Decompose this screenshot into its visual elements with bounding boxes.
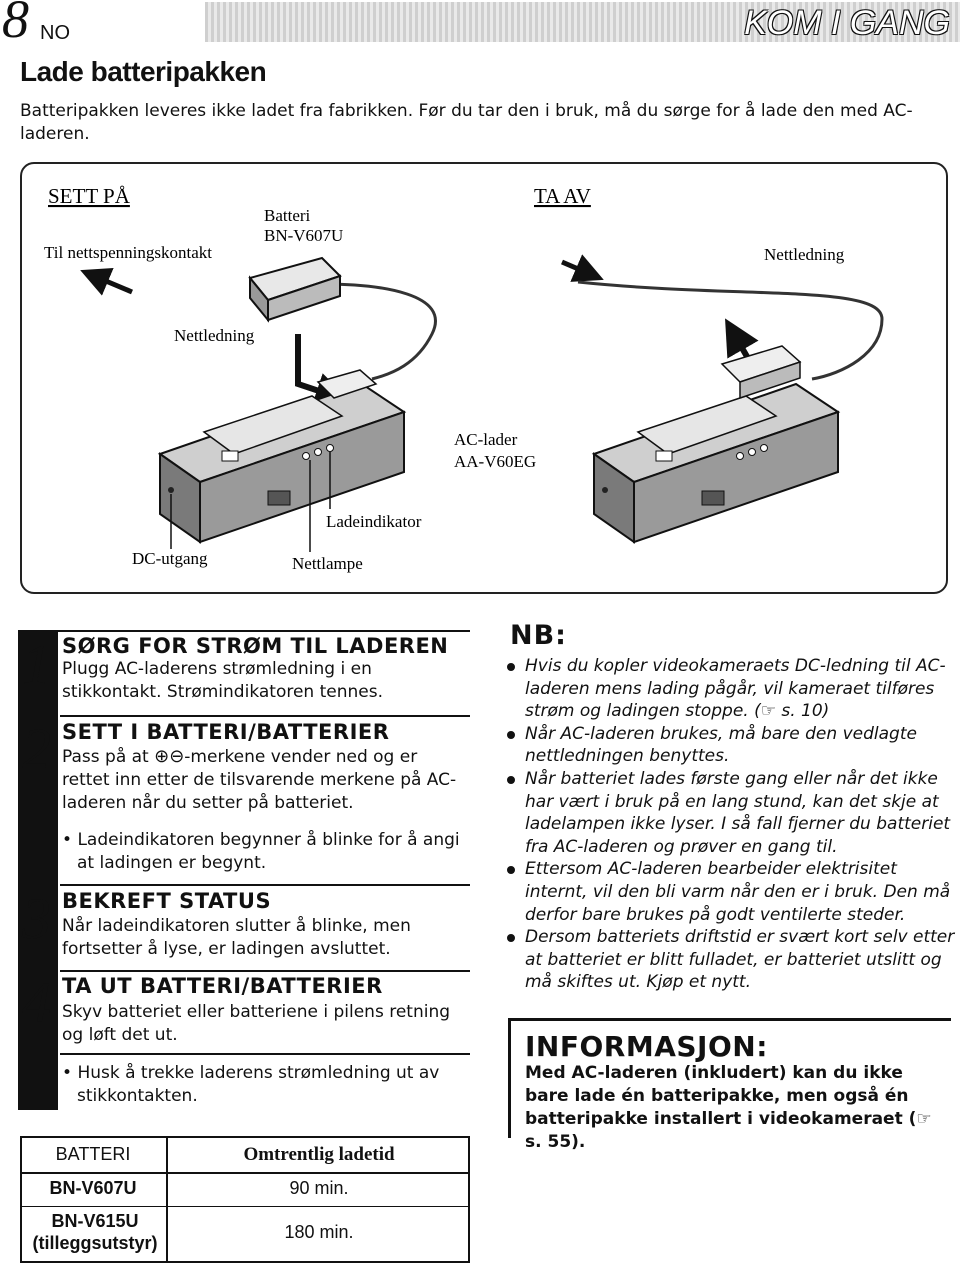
nb-item: Når AC-laderen brukes, må bare den vedlagte nettledningen benyttes. <box>505 723 955 768</box>
step-divider <box>60 970 470 972</box>
steps-sidebar <box>18 630 58 1110</box>
arrow-unplug-icon <box>562 262 590 274</box>
step-text: Plugg AC-laderens strømledning i en stikkontakt. Strømindikatoren tennes. <box>62 659 383 702</box>
step-number: 4 <box>22 970 51 1035</box>
nb-heading: NB: <box>510 620 567 651</box>
step-bullet-text: Husk å trekke laderens strømledning ut av stikkontakten. <box>77 1063 440 1106</box>
step-divider <box>60 1053 470 1055</box>
section-title: KOM I GANG <box>744 4 950 42</box>
step-heading: TA UT BATTERI/BATTERIER <box>62 974 383 998</box>
step-text: Når ladeindikatoren slutter å blinke, men fortsetter å lyse, er ladingen avsluttet. <box>62 916 411 959</box>
step-number: 1 <box>22 632 51 697</box>
step-text: Skyv batteriet eller batteriene i pilens retning og løft det ut. <box>62 1002 451 1045</box>
step-text <box>62 745 462 815</box>
label-battery-model: BN-V607U <box>264 226 344 245</box>
plus-minus-icon: ⊕⊖ <box>154 746 185 767</box>
table-col-divider <box>166 1136 168 1263</box>
info-heading: INFORMASJON: <box>525 1030 768 1063</box>
table-row-divider <box>20 1206 470 1207</box>
nb-list <box>505 655 955 994</box>
nb-item: Hvis du kopler videokameraets DC-ledning til AC-laderen mens lading pågår, vil kameraet tilføres strøm og ladingen stoppe. (☞ s. 10) <box>505 655 955 723</box>
label-power-lamp: Nettlampe <box>292 554 363 573</box>
step-divider <box>60 715 470 717</box>
table-header-time: Omtrentlig ladetid <box>243 1144 395 1165</box>
charging-illustration <box>22 164 946 592</box>
table-cell: BN-V615U (tilleggsutstyr) <box>32 1211 158 1253</box>
table-cell: 180 min. <box>284 1222 354 1242</box>
table-cell: BN-V607U <box>49 1178 137 1198</box>
step-heading: BEKREFT STATUS <box>62 889 272 913</box>
step-number: 2 <box>22 716 51 781</box>
intro-text: Batteripakken leveres ikke ladet fra fabrikken. Før du tar den i bruk, må du sørge for å lade den med AC-laderen. <box>20 101 913 144</box>
power-cord-left-icon <box>322 284 435 379</box>
label-power-cord-left: Nettledning <box>174 326 255 345</box>
step-bullet: • Ladeindikatoren begynner å blinke for å angi at ladingen er begynt. <box>62 830 460 873</box>
step-text-prefix: Pass på at <box>62 747 149 767</box>
step-divider <box>20 630 470 632</box>
label-charger: AC-lader <box>454 430 518 449</box>
page-title: Lade batteripakken <box>20 56 267 87</box>
step-heading: SETT I BATTERI/BATTERIER <box>62 720 390 744</box>
step-divider <box>60 884 470 886</box>
label-dc-output: DC-utgang <box>132 549 208 568</box>
label-charger-model: AA-V60EG <box>454 452 537 471</box>
page-number: 8 <box>2 0 29 49</box>
charger-right-icon <box>594 346 838 542</box>
nb-item: Ettersom AC-laderen bearbeider elektrisitet internt, vil den bli varm når den er i bruk. Den må derfor bare brukes på godt ventilerte steder. <box>505 858 955 926</box>
step-bullet: • Husk å trekke laderens strømledning ut av stikkontakten. <box>62 1063 440 1106</box>
battery-icon <box>250 258 340 320</box>
language-code: NO <box>40 22 70 44</box>
step-heading: SØRG FOR STRØM TIL LADEREN <box>62 634 449 658</box>
label-charge-indicator: Ladeindikator <box>326 512 422 531</box>
label-power-cord-right: Nettledning <box>764 245 845 264</box>
nb-item: Når batteriet lades første gang eller når det ikke har vært i bruk på en lang stund, kan det skje at ladelampen ikke lyser. I så fall fjerner du batteriet fra AC-laderen og prøver en gang til. <box>505 768 955 858</box>
heading-insert: SETT PÅ <box>48 184 130 208</box>
info-text: Med AC-laderen (inkludert) kan du ikke bare lade én batteripakke, men også én batteripakke installert i videokameraet (☞ s. 55). <box>525 1063 932 1152</box>
arrow-to-outlet-icon <box>94 276 132 292</box>
label-to-outlet: Til nettspenningskontakt <box>44 243 212 262</box>
nb-item: Dersom batteriets driftstid er svært kort selv etter at batteriet er blitt fulladet, er batteriet utslitt og må skiftes ut. Kjøp et nytt. <box>505 926 955 994</box>
table-cell: 90 min. <box>289 1178 349 1198</box>
step-number: 3 <box>22 886 51 951</box>
step-text-rest: -merkene vender ned og er rettet inn etter de tilsvarende merkene på AC-laderen når du setter på batteriet. <box>62 747 457 813</box>
step-bullet-text: Ladeindikatoren begynner å blinke for å angi at ladingen er begynt. <box>77 830 460 873</box>
label-battery: Batteri <box>264 206 311 225</box>
table-header-battery: BATTERI <box>55 1144 131 1164</box>
heading-remove: TA AV <box>534 184 591 208</box>
table-header-divider <box>20 1172 470 1174</box>
